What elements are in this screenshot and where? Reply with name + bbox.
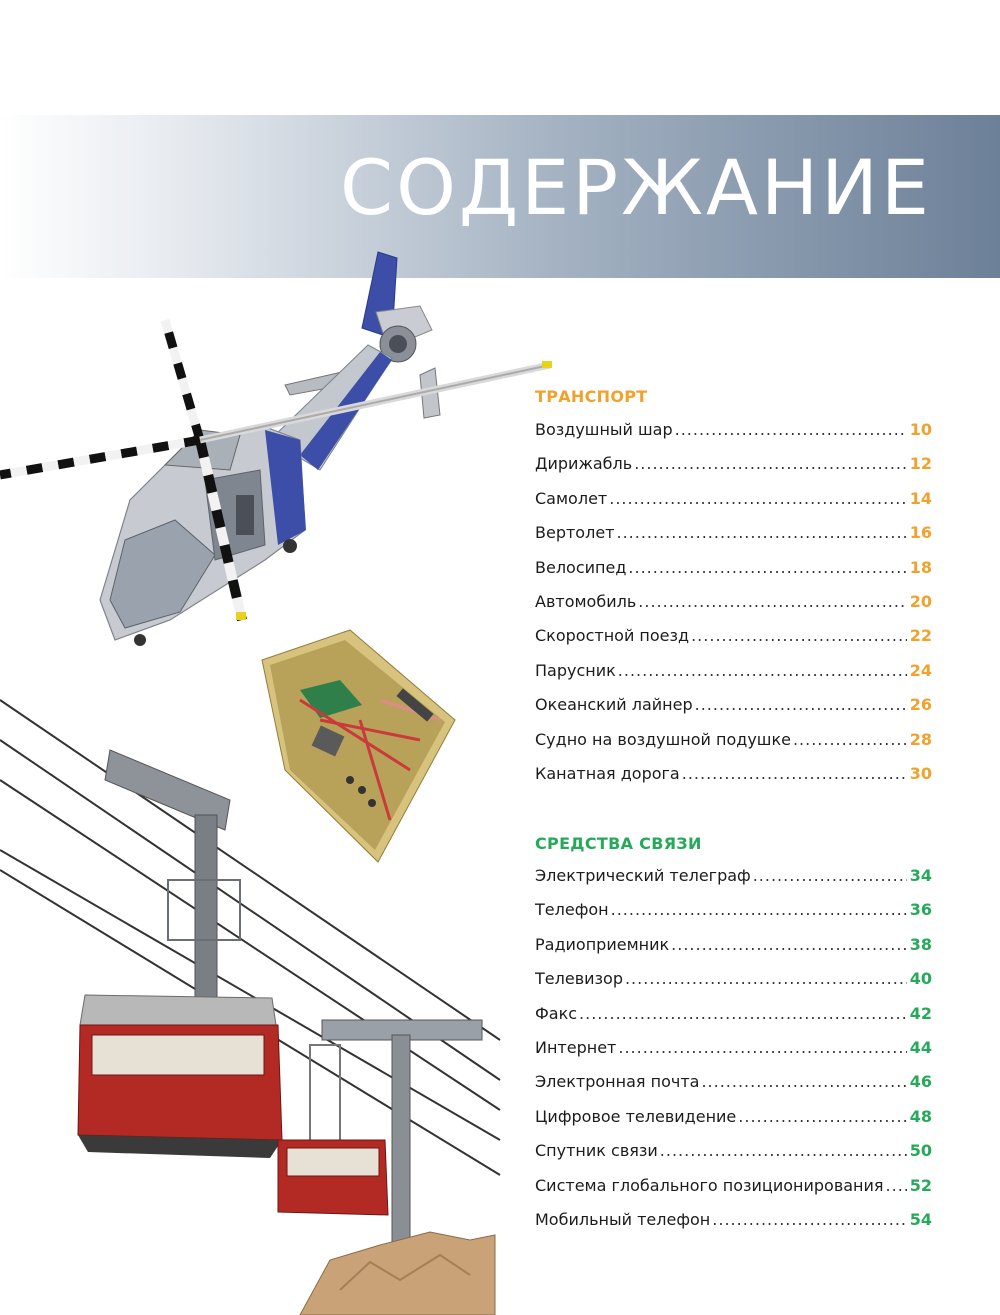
dot-leader bbox=[701, 1072, 906, 1090]
toc-entry-label: Телефон bbox=[535, 900, 609, 920]
dot-leader bbox=[634, 454, 907, 472]
toc-entry[interactable] bbox=[535, 592, 932, 626]
toc-entry[interactable] bbox=[535, 523, 932, 557]
toc-entry-label: Радиоприемник bbox=[535, 934, 670, 954]
dot-leader bbox=[793, 730, 907, 748]
toc-entry-page: 52 bbox=[909, 1175, 932, 1195]
dot-leader bbox=[695, 695, 907, 713]
toc-entry-page: 54 bbox=[909, 1209, 932, 1229]
toc-entry[interactable] bbox=[535, 1072, 932, 1106]
toc-entry-label: Спутник связи bbox=[535, 1141, 658, 1161]
toc-entry-label: Парусник bbox=[535, 660, 616, 680]
dot-leader bbox=[675, 420, 907, 438]
toc-entry[interactable] bbox=[535, 730, 932, 764]
toc-entry-page: 30 bbox=[909, 763, 932, 783]
toc-entry[interactable] bbox=[535, 489, 932, 523]
toc-entry-label: Океанский лайнер bbox=[535, 695, 693, 715]
toc-entry-label: Воздушный шар bbox=[535, 420, 673, 439]
dot-leader bbox=[660, 1141, 907, 1159]
toc-entry-label: Дирижабль bbox=[535, 454, 633, 474]
dot-leader bbox=[691, 626, 907, 644]
dot-leader bbox=[682, 764, 907, 782]
toc-entry-page: 46 bbox=[909, 1072, 932, 1092]
toc-entry[interactable] bbox=[535, 1004, 932, 1038]
dot-leader bbox=[625, 969, 907, 987]
toc-entry-page: 16 bbox=[909, 523, 932, 543]
toc-entry-page: 44 bbox=[909, 1037, 932, 1057]
toc-entry[interactable] bbox=[535, 1176, 932, 1210]
toc-entry-label: Самолет bbox=[535, 488, 608, 508]
cable-car-illustration bbox=[0, 700, 500, 1315]
section-title-transport: ТРАНСПОРТ bbox=[535, 387, 648, 406]
toc-entry-label: Интернет bbox=[535, 1037, 617, 1057]
toc-entry[interactable] bbox=[535, 1038, 932, 1072]
toc-entry-page: 50 bbox=[909, 1141, 932, 1161]
toc-entry[interactable] bbox=[535, 558, 932, 592]
dot-leader bbox=[579, 1004, 907, 1022]
dot-leader bbox=[753, 866, 907, 884]
toc-entry[interactable] bbox=[535, 695, 932, 729]
dot-leader bbox=[712, 1210, 906, 1228]
toc-list-communication bbox=[535, 866, 932, 1244]
page-title: СОДЕРЖАНИЕ bbox=[340, 143, 932, 232]
section-title-communication: СРЕДСТВА СВЯЗИ bbox=[535, 834, 702, 853]
toc-entry-page: 48 bbox=[909, 1106, 932, 1126]
toc-entry[interactable] bbox=[535, 1107, 932, 1141]
dot-leader bbox=[738, 1107, 906, 1125]
toc-entry[interactable] bbox=[535, 900, 932, 934]
toc-entry-page: 12 bbox=[909, 454, 932, 474]
toc-entry-label: Электронная почта bbox=[535, 1072, 700, 1092]
toc-entry[interactable] bbox=[535, 866, 932, 900]
toc-entry-label: Вертолет bbox=[535, 523, 615, 543]
toc-entry-page: 14 bbox=[909, 488, 932, 508]
dot-leader bbox=[611, 900, 907, 918]
dot-leader bbox=[618, 1038, 906, 1056]
toc-entry-label: Электрический телеграф bbox=[535, 866, 751, 885]
toc-entry[interactable] bbox=[535, 1141, 932, 1175]
toc-entry-label: Факс bbox=[535, 1003, 578, 1023]
toc-entry-page: 36 bbox=[909, 900, 932, 920]
toc-entry[interactable] bbox=[535, 764, 932, 798]
toc-entry-label: Цифровое телевидение bbox=[535, 1106, 737, 1126]
dot-leader bbox=[609, 489, 907, 507]
toc-entry-page: 18 bbox=[909, 557, 932, 577]
toc-entry[interactable] bbox=[535, 454, 932, 488]
toc-list-transport bbox=[535, 420, 932, 798]
toc-entry-page: 20 bbox=[909, 591, 932, 611]
toc-entry-page: 38 bbox=[909, 934, 932, 954]
toc-entry[interactable] bbox=[535, 626, 932, 660]
toc-entry-label: Скоростной поезд bbox=[535, 626, 690, 646]
dot-leader bbox=[671, 935, 907, 953]
dot-leader bbox=[886, 1176, 907, 1194]
toc-entry-label: Велосипед bbox=[535, 557, 627, 577]
toc-entry[interactable] bbox=[535, 420, 932, 454]
dot-leader bbox=[638, 592, 906, 610]
toc-entry-page: 34 bbox=[909, 866, 932, 885]
toc-entry-page: 26 bbox=[909, 695, 932, 715]
toc-entry-page: 24 bbox=[909, 660, 932, 680]
toc-entry-page: 40 bbox=[909, 969, 932, 989]
toc-entry-label: Судно на воздушной подушке bbox=[535, 729, 791, 749]
toc-entry-label: Телевизор bbox=[535, 969, 623, 989]
toc-entry[interactable] bbox=[535, 1210, 932, 1244]
toc-entry-label: Мобильный телефон bbox=[535, 1209, 711, 1229]
dot-leader bbox=[618, 661, 907, 679]
helicopter-illustration bbox=[0, 252, 552, 646]
toc-entry[interactable] bbox=[535, 661, 932, 695]
toc-entry-label: Канатная дорога bbox=[535, 763, 680, 783]
toc-entry-page: 10 bbox=[909, 420, 932, 439]
dot-leader bbox=[616, 523, 906, 541]
toc-entry-page: 22 bbox=[909, 626, 932, 646]
toc-entry-label: Система глобального позиционирования bbox=[535, 1175, 884, 1195]
toc-entry-label: Автомобиль bbox=[535, 591, 637, 611]
toc-entry[interactable] bbox=[535, 969, 932, 1003]
toc-entry-page: 42 bbox=[909, 1003, 932, 1023]
toc-entry-page: 28 bbox=[909, 729, 932, 749]
toc-entry[interactable] bbox=[535, 935, 932, 969]
motherboard-illustration bbox=[262, 630, 455, 862]
dot-leader bbox=[628, 558, 906, 576]
